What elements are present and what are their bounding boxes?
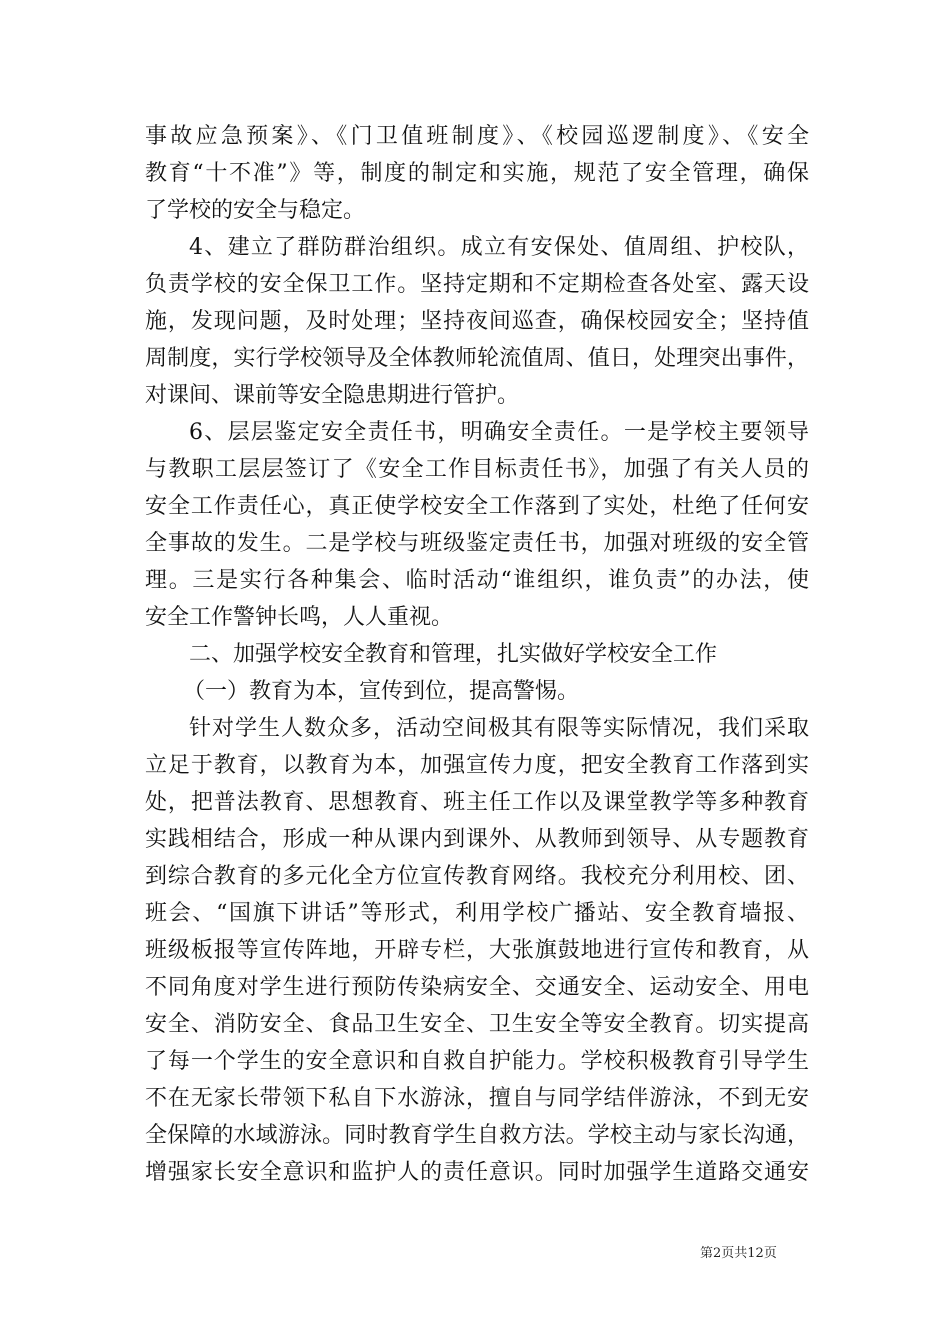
text-line: 与教职工层层签订了《安全工作目标责任书》，加强了有关人员的 bbox=[145, 457, 809, 482]
document-body bbox=[145, 118, 809, 1191]
text-line: 负责学校的安全保卫工作。坚持定期和不定期检查各处室、露天设 bbox=[145, 272, 809, 297]
text-line: 实践相结合，形成一种从课内到课外、从教师到领导、从专题教育 bbox=[145, 827, 809, 852]
text-line: 施，发现问题，及时处理；坚持夜间巡查，确保校园安全；坚持值 bbox=[145, 309, 809, 334]
text-line: 不在无家长带领下私自下水游泳，擅自与同学结伴游泳，不到无安 bbox=[145, 1086, 809, 1111]
text-line: 立足于教育，以教育为本，加强宣传力度，把安全教育工作落到实 bbox=[145, 753, 809, 778]
text-line: 理。三是实行各种集会、临时活动“谁组织，谁负责”的办法，使 bbox=[145, 568, 809, 593]
page-indicator: 第2页共12页 bbox=[700, 1246, 777, 1261]
text-line: 了学校的安全与稳定。 bbox=[145, 198, 366, 223]
text-line: 全事故的发生。二是学校与班级鉴定责任书，加强对班级的安全管 bbox=[145, 531, 809, 556]
text-line: 不同角度对学生进行预防传染病安全、交通安全、运动安全、用电 bbox=[145, 975, 809, 1000]
text-line: 了每一个学生的安全意识和自救自护能力。学校积极教育引导学生 bbox=[145, 1049, 809, 1074]
text-line: 6、层层鉴定安全责任书，明确安全责任。一是学校主要领导 bbox=[189, 420, 809, 445]
text-line: 处，把普法教育、思想教育、班主任工作以及课堂教学等多种教育 bbox=[145, 790, 809, 815]
text-line: 班会、“国旗下讲话”等形式，利用学校广播站、安全教育墙报、 bbox=[145, 901, 809, 926]
text-line: 对课间、课前等安全隐患期进行管护。 bbox=[145, 383, 520, 408]
text-line: 安全、消防安全、食品卫生安全、卫生安全等安全教育。切实提高 bbox=[145, 1012, 809, 1037]
text-line: 安全工作警钟长鸣，人人重视。 bbox=[145, 605, 454, 630]
text-line: 增强家长安全意识和监护人的责任意识。同时加强学生道路交通安 bbox=[145, 1160, 809, 1185]
text-line: 全保障的水域游泳。同时教育学生自救方法。学校主动与家长沟通， bbox=[145, 1123, 809, 1148]
text-line: 事故应急预案》、《门卫值班制度》、《校园巡逻制度》、《安全 bbox=[145, 124, 809, 149]
section-heading: 二、加强学校安全教育和管理，扎实做好学校安全工作 bbox=[189, 642, 718, 667]
text-line: 周制度，实行学校领导及全体教师轮流值周、值日，处理突出事件， bbox=[145, 346, 809, 371]
text-line: 到综合教育的多元化全方位宣传教育网络。我校充分利用校、团、 bbox=[145, 864, 809, 889]
text-line: 班级板报等宣传阵地，开辟专栏，大张旗鼓地进行宣传和教育，从 bbox=[145, 938, 809, 963]
text-line: 针对学生人数众多，活动空间极其有限等实际情况，我们采取 bbox=[189, 716, 809, 741]
text-line: 安全工作责任心，真正使学校安全工作落到了实处，杜绝了任何安 bbox=[145, 494, 809, 519]
text-line: 4、建立了群防群治组织。成立有安保处、值周组、护校队， bbox=[189, 235, 809, 260]
subsection-heading: （一）教育为本，宣传到位，提高警惕。 bbox=[183, 679, 580, 704]
text-line: 教育“十不准”》等，制度的制定和实施，规范了安全管理，确保 bbox=[145, 161, 809, 186]
